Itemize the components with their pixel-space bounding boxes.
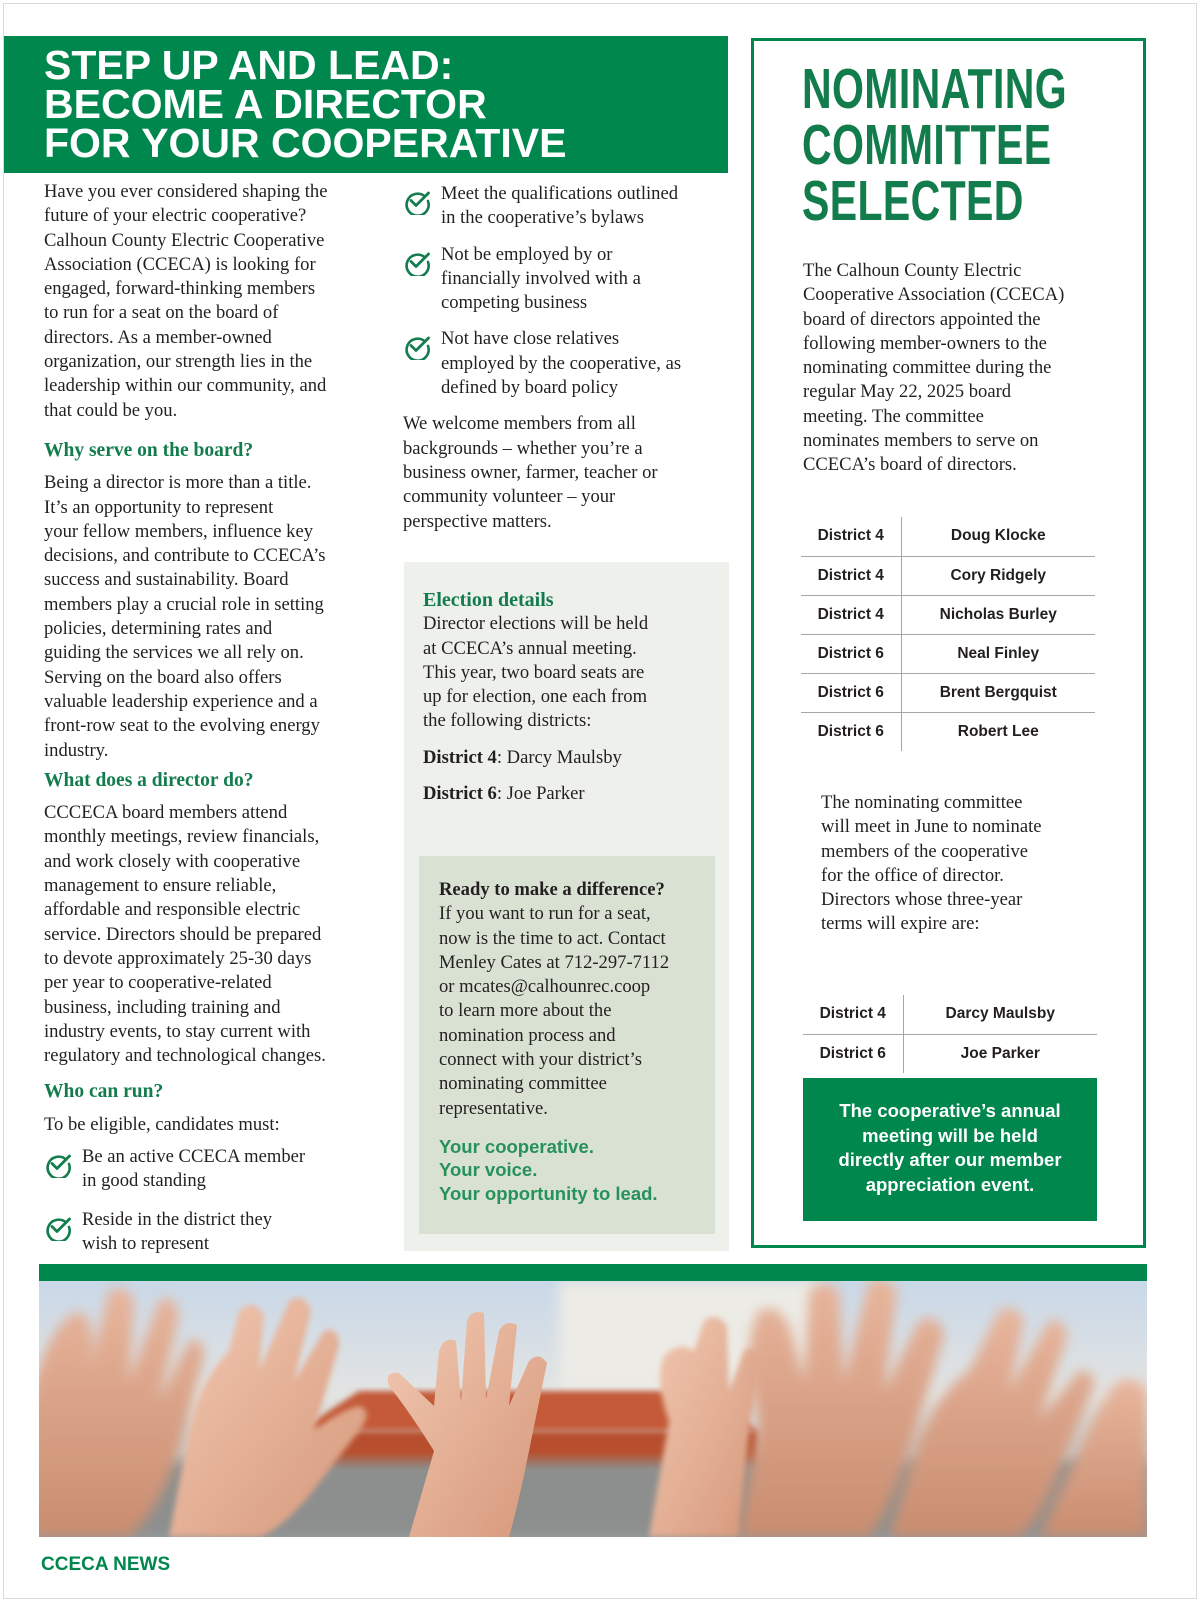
table-cell-name: Cory Ridgely	[901, 556, 1095, 595]
election-heading: Election details	[423, 589, 554, 611]
text-line: regulatory and technological changes.	[44, 1045, 326, 1067]
text-line: The Calhoun County Electric	[803, 260, 1022, 281]
text-line: success and sustainability. Board	[44, 569, 289, 591]
article-column-1	[44, 180, 374, 1268]
nominating-committee-sidebar	[751, 38, 1146, 1248]
photo-top-bar	[39, 1264, 1147, 1281]
text-line: We welcome members from all	[403, 413, 636, 435]
call-to-action-content	[439, 878, 709, 1205]
text-line: regular May 22, 2025 board	[803, 381, 1012, 403]
table-row	[801, 673, 1095, 712]
text-line: Not have close relatives	[441, 328, 620, 350]
text-line: affordable and responsible electric	[44, 899, 301, 921]
eligibility-item	[403, 182, 733, 231]
text-line: service. Directors should be prepared	[44, 923, 322, 945]
text-line: Reside in the district they	[82, 1208, 273, 1230]
eligibility-item	[44, 1208, 374, 1257]
sidebar-title-line: COMMITTEE	[802, 113, 1052, 177]
text-line: connect with your district’s	[439, 1049, 642, 1071]
headline-banner	[4, 36, 728, 173]
table-cell-name: Darcy Maulsby	[903, 995, 1097, 1034]
callout-line: The cooperative’s annual	[839, 1100, 1061, 1121]
text-line: will meet in June to nominate	[821, 816, 1042, 838]
text-line: nominating committee during the	[803, 357, 1052, 379]
eligibility-item	[44, 1145, 374, 1194]
district-candidate: : Joe Parker	[496, 783, 585, 805]
intro-paragraph	[44, 180, 374, 423]
text-line: Calhoun County Electric Cooperative	[44, 229, 325, 251]
text-line: CCCECA board members attend	[44, 802, 288, 824]
text-line: now is the time to act. Contact	[439, 927, 666, 949]
text-line: defined by board policy	[441, 377, 619, 399]
text-line: It’s an opportunity to represent	[44, 496, 274, 518]
article-column-2	[403, 182, 733, 534]
check-circle-icon	[403, 187, 431, 215]
text-line: CCECA’s board of directors.	[803, 454, 1017, 476]
text-line: perspective matters.	[403, 510, 552, 532]
text-line: This year, two board seats are	[423, 661, 645, 683]
text-line: If you want to run for a seat,	[439, 903, 651, 925]
text-line: decisions, and contribute to CCECA’s	[44, 545, 326, 567]
director-do-heading: What does a director do?	[44, 769, 254, 791]
table-cell-district: District 4	[801, 595, 901, 634]
headline-line: FOR YOUR COOPERATIVE	[44, 120, 567, 166]
text-line: backgrounds – whether you’re a	[403, 437, 643, 459]
eligibility-intro: To be eligible, candidates must:	[44, 1113, 280, 1135]
text-line: business owner, farmer, teacher or	[403, 461, 658, 483]
tagline	[439, 1135, 709, 1206]
call-to-action-title: Ready to make a difference?	[439, 879, 665, 900]
text-line: terms will expire are:	[821, 913, 980, 935]
text-line: to learn more about the	[439, 1000, 612, 1022]
table-cell-name: Robert Lee	[957, 722, 1039, 740]
contact-phone: Menley Cates at 712-297-7112	[439, 951, 670, 973]
text-line: The nominating committee	[821, 792, 1023, 813]
table-cell-name: Brent Bergquist	[901, 673, 1095, 712]
text-line: Not be employed by or	[441, 243, 613, 265]
text-line: members play a crucial role in setting	[44, 593, 324, 615]
table-row	[801, 712, 1095, 751]
sidebar-paragraph	[803, 259, 1123, 478]
text-line: to run for a seat on the board of	[44, 302, 279, 324]
election-details-content	[423, 588, 723, 806]
district-label: District 4	[423, 746, 497, 768]
table-row	[801, 595, 1095, 634]
text-line: Be an active CCECA member	[82, 1145, 306, 1167]
text-line: employed by the cooperative, as	[441, 352, 682, 374]
text-line: that could be you.	[44, 399, 178, 421]
eligibility-list	[44, 1145, 374, 1256]
expiring-terms-table	[803, 995, 1097, 1073]
headline	[44, 42, 724, 166]
text-line: Have you ever considered shaping the	[44, 181, 328, 202]
text-line: Directors whose three-year	[821, 889, 1023, 911]
text-line: policies, determining rates and	[44, 618, 273, 640]
table-cell-district: District 4	[801, 517, 901, 556]
table-cell-district: District 6	[801, 673, 901, 712]
text-line: and work closely with cooperative	[44, 850, 301, 872]
eligibility-item	[403, 327, 733, 400]
table-cell-district: District 4	[803, 995, 903, 1034]
text-line: wish to represent	[82, 1232, 210, 1254]
committee-members-table	[801, 517, 1095, 751]
check-circle-icon	[44, 1150, 72, 1178]
text-line: up for election, one each from	[423, 686, 648, 708]
text-line: management to ensure reliable,	[44, 875, 277, 897]
table-cell-district: District 6	[801, 712, 901, 751]
table-row	[801, 517, 1095, 556]
election-details-panel	[404, 562, 729, 1251]
text-line: per year to cooperative-related	[44, 972, 272, 994]
who-can-run-heading: Who can run?	[44, 1081, 164, 1103]
text-line: leadership within our community, and	[44, 375, 327, 397]
text-line: Being a director is more than a title.	[44, 472, 312, 494]
sidebar-title-line: SELECTED	[802, 169, 1024, 233]
district-candidate: : Darcy Maulsby	[496, 746, 622, 768]
annual-meeting-callout	[803, 1078, 1097, 1221]
text-line: board of directors appointed the	[803, 308, 1041, 330]
welcome-paragraph	[403, 412, 733, 533]
eligibility-item	[403, 243, 733, 316]
text-line: Director elections will be held	[423, 613, 649, 635]
text-line: to devote approximately 25-30 days	[44, 947, 312, 969]
text-line: industry events, to stay current with	[44, 1020, 311, 1042]
text-line: Cooperative Association (CCECA)	[803, 284, 1065, 306]
sidebar-title-line: NOMINATING	[802, 57, 1068, 121]
headline-line: BECOME A DIRECTOR	[44, 81, 487, 127]
text-line: nominating committee	[439, 1073, 607, 1095]
table-cell-name: Nicholas Burley	[901, 595, 1095, 634]
text-line: front-row seat to the evolving energy	[44, 715, 320, 737]
raised-hands-photo	[39, 1281, 1147, 1537]
text-line: engaged, forward-thinking members	[44, 278, 316, 300]
tagline-line: Your cooperative.	[439, 1135, 594, 1157]
text-line: Serving on the board also offers	[44, 666, 282, 688]
callout-line: meeting will be held	[862, 1124, 1038, 1146]
why-serve-heading: Why serve on the board?	[44, 439, 254, 461]
text-line: organization, our strength lies in the	[44, 351, 313, 373]
district-label: District 6	[423, 783, 497, 805]
check-circle-icon	[403, 248, 431, 276]
check-circle-icon	[403, 332, 431, 360]
table-cell-district: District 6	[803, 1034, 903, 1073]
meeting-paragraph	[821, 791, 1121, 937]
text-line: at CCECA’s annual meeting.	[423, 637, 637, 659]
raised-hands-image	[39, 1281, 1147, 1537]
table-row	[801, 556, 1095, 595]
tagline-line: Your opportunity to lead.	[439, 1182, 658, 1204]
text-line: Meet the qualifications outlined	[441, 183, 679, 204]
director-do-paragraph	[44, 801, 374, 1068]
table-row	[801, 634, 1095, 673]
text-line: future of your electric cooperative?	[44, 205, 307, 227]
callout-line: appreciation event.	[865, 1173, 1035, 1195]
table-row	[803, 995, 1097, 1034]
election-district	[423, 782, 723, 806]
why-serve-paragraph	[44, 471, 374, 763]
text-line: members of the cooperative	[821, 840, 1029, 862]
contact-email: or mcates@calhounrec.coop	[439, 976, 651, 998]
table-cell-name: Joe Parker	[960, 1044, 1040, 1062]
text-line: industry.	[44, 739, 109, 761]
sidebar-title	[802, 57, 1068, 233]
call-to-action-panel	[419, 856, 715, 1234]
tagline-line: Your voice.	[439, 1159, 538, 1181]
text-line: nominates members to serve on	[803, 430, 1039, 452]
callout-line: directly after our member	[838, 1149, 1062, 1170]
text-line: in good standing	[82, 1170, 206, 1192]
text-line: valuable leadership experience and a	[44, 690, 318, 712]
table-row	[803, 1034, 1097, 1073]
text-line: your fellow members, influence key	[44, 520, 314, 542]
table-cell-name: Neal Finley	[901, 634, 1095, 673]
text-line: business, including training and	[44, 996, 281, 1018]
text-line: nomination process and	[439, 1024, 616, 1046]
text-line: for the office of director.	[821, 864, 1004, 886]
text-line: financially involved with a	[441, 267, 641, 289]
check-circle-icon	[44, 1213, 72, 1241]
table-cell-district: District 4	[801, 556, 901, 595]
text-line: community volunteer – your	[403, 486, 616, 508]
text-line: directors. As a member-owned	[44, 326, 272, 348]
text-line: in the cooperative’s bylaws	[441, 207, 644, 229]
text-line: following member-owners to the	[803, 332, 1047, 354]
text-line: competing business	[441, 292, 588, 314]
publication-footer: CCECA NEWS	[41, 1554, 171, 1575]
text-line: the following districts:	[423, 710, 592, 732]
text-line: meeting. The committee	[803, 405, 984, 427]
election-district	[423, 746, 723, 770]
table-cell-district: District 6	[801, 634, 901, 673]
text-line: representative.	[439, 1097, 548, 1119]
headline-line: STEP UP AND LEAD:	[44, 42, 454, 88]
table-cell-name: Doug Klocke	[901, 517, 1095, 556]
text-line: monthly meetings, review financials,	[44, 826, 320, 848]
text-line: Association (CCECA) is looking for	[44, 253, 316, 275]
text-line: guiding the services we all rely on.	[44, 642, 304, 664]
